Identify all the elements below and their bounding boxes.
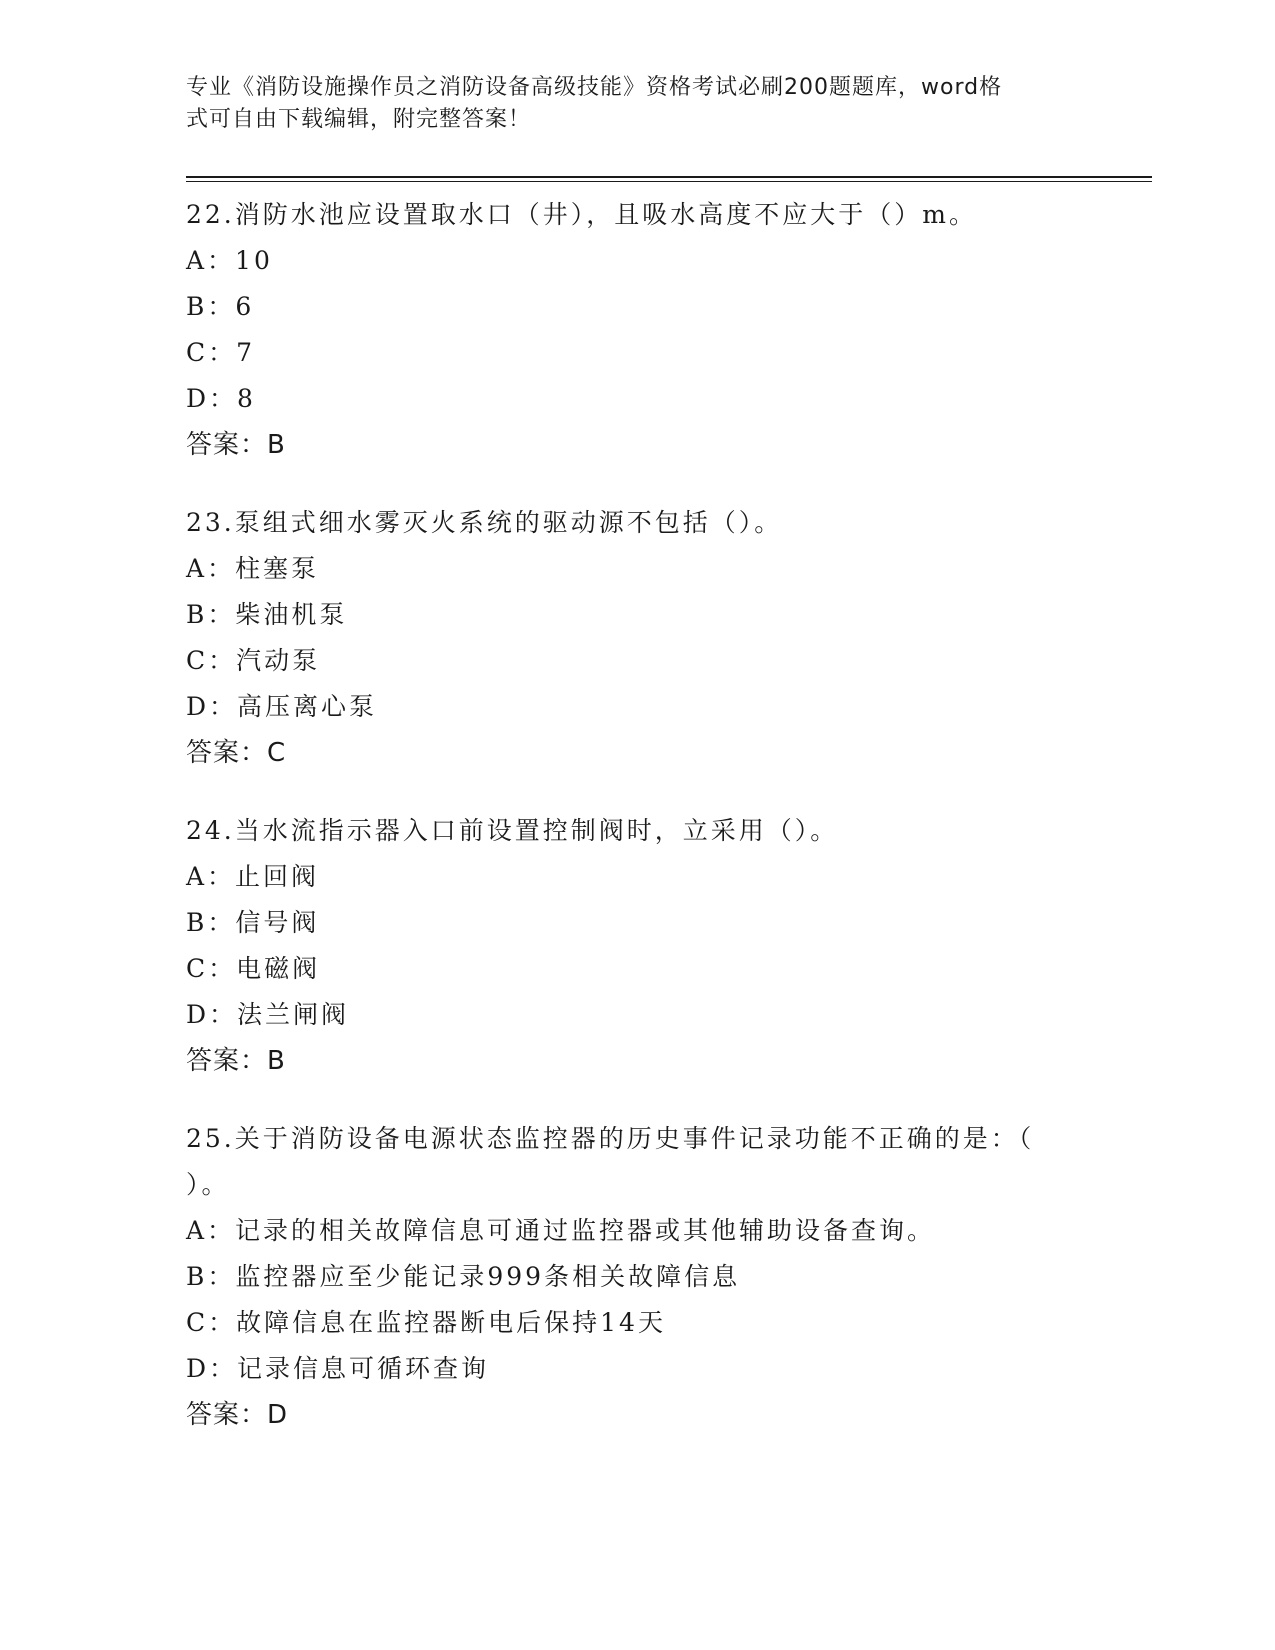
question-stem: 23.泵组式细水雾灭火系统的驱动源不包括（）。	[186, 508, 783, 537]
option-b: B：信号阀	[186, 908, 320, 937]
option-b: B：柴油机泵	[186, 600, 348, 629]
answer: 答案：D	[186, 1400, 289, 1430]
header-line-2: 式可自由下载编辑，附完整答案！	[186, 107, 532, 132]
header-divider-thin	[186, 181, 1152, 182]
answer: 答案：B	[186, 430, 286, 460]
option-b: B：6	[186, 292, 255, 321]
option-a: A：10	[186, 246, 273, 275]
question-stem: 22.消防水池应设置取水口（井），且吸水高度不应大于（）m。	[186, 200, 977, 229]
question-24	[186, 808, 1086, 1084]
header-divider-thick	[186, 176, 1152, 178]
option-c: C：7	[186, 338, 256, 367]
option-a: A：记录的相关故障信息可通过监控器或其他辅助设备查询。	[186, 1216, 936, 1245]
option-d: D：高压离心泵	[186, 692, 378, 721]
option-b: B：监控器应至少能记录999条相关故障信息	[186, 1262, 741, 1291]
header-line-1: 专业《消防设施操作员之消防设备高级技能》资格考试必刷200题题库，word格	[186, 75, 1003, 100]
option-c: C：汽动泵	[186, 646, 321, 675]
option-a: A：柱塞泵	[186, 554, 320, 583]
option-d: D：记录信息可循环查询	[186, 1354, 490, 1383]
answer: 答案：B	[186, 1046, 286, 1076]
document-header	[186, 72, 1066, 136]
question-25	[186, 1116, 1086, 1438]
question-22	[186, 192, 1086, 468]
question-23	[186, 500, 1086, 776]
question-stem-line-2: ）。	[186, 1170, 230, 1199]
option-d: D：法兰闸阀	[186, 1000, 350, 1029]
question-stem-line-1: 25.关于消防设备电源状态监控器的历史事件记录功能不正确的是：（	[186, 1124, 1035, 1153]
answer: 答案：C	[186, 738, 287, 768]
question-stem: 24.当水流指示器入口前设置控制阀时，立采用（）。	[186, 816, 839, 845]
option-c: C：故障信息在监控器断电后保持14天	[186, 1308, 666, 1337]
option-d: D：8	[186, 384, 256, 413]
question-list	[186, 192, 1086, 1470]
option-a: A：止回阀	[186, 862, 320, 891]
option-c: C：电磁阀	[186, 954, 321, 983]
